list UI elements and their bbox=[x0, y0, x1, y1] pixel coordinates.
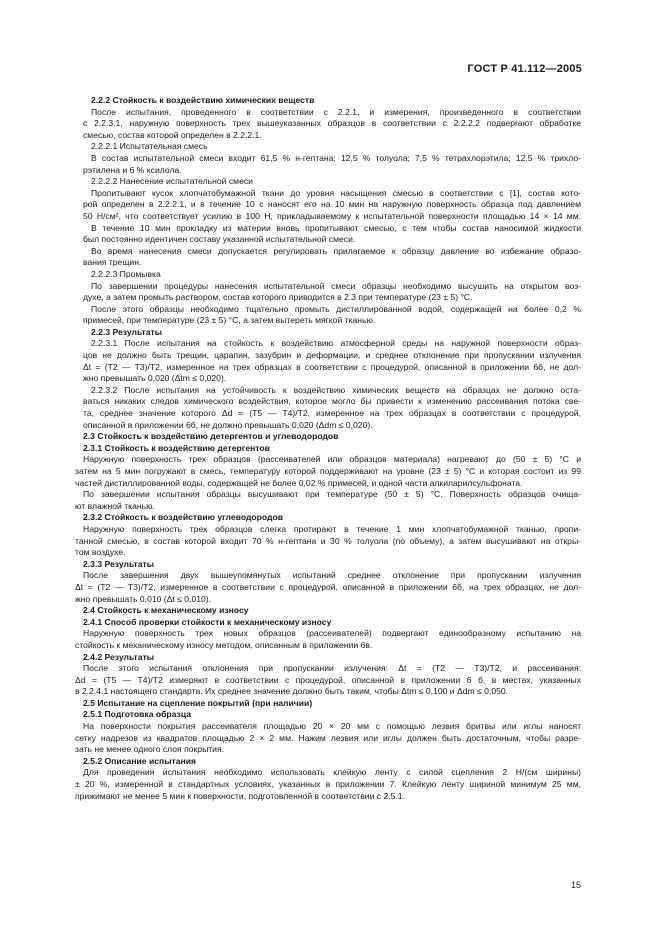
text-line: Наружную поверхность трех образцов (рассеивателей или образцов материала) нагревают до (50 ± 5) °С и bbox=[83, 454, 581, 465]
text-line: жно превышать 0,020 (Δtm ≤ 0,020). bbox=[83, 373, 227, 384]
text-line: стойкость к механическому износу методом, описанным в приложении 6в. bbox=[75, 639, 373, 650]
text-line: 2.2.2.3 Промывка bbox=[91, 268, 161, 279]
text-line: затем на 5 мин погружают в смесь, температуру которой поддерживают на уровне (23 ± 5) °С и которая состоит из 99 bbox=[75, 466, 581, 476]
text-line: Δd = (T5 — T4)/T2 измеряют в соответствии с процедурой, описанной в приложении 6 б, в местах, указанных bbox=[75, 674, 581, 685]
text-line: После испытания, проведенного в соответствии с 2.2.1, и измерения, произведенного в соответствии bbox=[91, 106, 581, 117]
text-line: ют влажной тканью. bbox=[75, 500, 155, 511]
text-line: На поверхности покрытия рассеивателя площадью 20 × 20 мм с помощью лезвия бритвы или иглы наносят bbox=[83, 721, 581, 732]
text-line: жно превышать 0,010 (Δt ≤ 0,010). bbox=[75, 593, 212, 604]
text-line: 2.2.3.2 После испытания на устойчивость к воздействию химических веществ на образцах не должно оста- bbox=[91, 384, 581, 395]
text-line: В состав испытательной смеси входит 61,5 % н-гептана; 12,5 % толуола; 7,5 % тетрахлорэтила; 12,5 % трихло- bbox=[91, 152, 581, 163]
text-line: был постоянно идентичен составу указанной испытательной смеси. bbox=[83, 234, 356, 245]
text-line: прижимают не менее 5 мин к поверхности, подготовленной в соответствии с 2.5.1. bbox=[75, 790, 405, 801]
text-line: та, среднее значение которого Δd = (T5 — T4)/T2, измеренное на трех образцах в соответствии с процедурой, bbox=[83, 408, 581, 419]
text-line: рэтилена и 6 % ксилола. bbox=[83, 164, 182, 175]
text-line: После этого образцы необходимо тщательно промыть дистиллированной водой, содержащей на более 0,2 % bbox=[91, 303, 581, 314]
text-line: сетку надрезов из квадратов площадью 2 × 2 мм. Нажим лезвия или иглы должен быть достаточным, чтобы разре- bbox=[75, 732, 581, 743]
text-line: цов не должно быть трещин, царапин, зазубрин и деформации, и среднее отклонение при пропускании излучения bbox=[83, 350, 581, 361]
document-body bbox=[75, 95, 581, 802]
section-heading: 2.4.2 Результаты bbox=[83, 651, 155, 662]
section-heading: 2.2.2 Стойкость к воздействию химических веществ bbox=[91, 95, 315, 105]
text-line: По завершении процедуры нанесения испытательной смеси образцы необходимо высушить на открытом воз- bbox=[91, 280, 581, 291]
text-line: После этого испытания отклонения при пропускании излучения: Δt = (T2 — T3)/T2, и рассеивания: bbox=[83, 663, 581, 674]
section-heading: 2.4.1 Способ проверки стойкости к механическому износу bbox=[83, 616, 332, 627]
text-line: частей дистиллированной воды, содержащей не более 0,02 % примесей, и одной части алкиларилсульфоната. bbox=[75, 477, 523, 488]
text-line: описанной в приложении 6б, не должно превышать 0,020 (Δdm ≤ 0,020). bbox=[83, 419, 373, 430]
text-line: ваться никаких следов химического воздействия, которое могло бы привести к изменению рассеивания потока све- bbox=[83, 396, 581, 407]
section-heading: 2.3 Стойкость к воздействию детергентов и углеводородов bbox=[83, 431, 339, 442]
text-line: танной смесью, в состав которой входит 70 % н-гептана и 30 % толуола (по объему), а затем высушивают на откры- bbox=[75, 535, 581, 546]
text-line: зать не менее одного слоя покрытия. bbox=[75, 744, 225, 755]
section-heading: 2.3.1 Стойкость к воздействию детергентов bbox=[83, 442, 270, 453]
text-line: смесью, состав которой определен в 2.2.2.1. bbox=[83, 129, 262, 140]
text-line: 2.2.2.1 Испытательная смесь bbox=[91, 141, 208, 152]
section-heading: 2.3.3 Результаты bbox=[83, 558, 155, 569]
text-line: примесей, при температуре (23 ± 5) °С, а затем вытереть мягкой тканью. bbox=[83, 315, 376, 326]
text-line: рой определен в 2.2.2.1, и в течение 10 с наносят его на 10 мин на наружную поверхность образца под давлением bbox=[83, 199, 581, 210]
text-line: Наружную поверхность трех образцов слегка протирают в течение 1 мин хлопчатобумажной тканью, пропи- bbox=[83, 523, 581, 534]
section-heading: 2.5 Испытание на сцепление покрытий (при наличии) bbox=[83, 697, 313, 708]
section-heading: 2.5.1 Подготовка образца bbox=[83, 709, 191, 720]
text-line: 2.2.3.1 После испытания на стойкость к воздействию атмосферной среды на наружной поверхности образ- bbox=[91, 338, 581, 349]
text-line: Во время нанесения смеси допускается регулировать прилагаемое к образцу давление во избежание образо- bbox=[91, 245, 581, 256]
text-line: с 2.2.3.1, наружную поверхность трех вышеуказанных образцов в соответствии с 2.2.2.2 подвергают обработке bbox=[83, 118, 581, 129]
text-line: 50 Н/см², что соответствует усилию в 100 Н, прикладываемому к испытательной поверхности площадью 14 × 14 мм. bbox=[83, 210, 581, 221]
section-heading: 2.4 Стойкость к механическому износу bbox=[83, 605, 249, 616]
text-line: После завершения двух вышеупомянутых испытаний среднее отклонение при пропускании излучения bbox=[83, 570, 581, 581]
text-line: Для проведения испытания необходимо использовать клейкую ленту с силой сцепления 2 Н/(см ширины) bbox=[83, 767, 581, 778]
section-heading: 2.3.2 Стойкость к воздействию углеводородов bbox=[83, 512, 284, 523]
text-line: В течение 10 мин прокладку из материи вновь пропитывают смесью, с тем чтобы состав наносимой жидкости bbox=[91, 222, 581, 233]
text-line: вания трещин. bbox=[83, 257, 142, 268]
text-line: ± 20 %, измеренной в стандартных условиях, указанных в приложении 7. Клейкую ленту шириной минимум 25 мм, bbox=[75, 779, 581, 790]
text-line: Δt = (T2 — T3)/T2, измеренное на трех образцах в соответствии с процедурой, описанной в приложении 6б, не дол- bbox=[83, 361, 581, 372]
document-header: ГОСТ Р 41.112—2005 bbox=[467, 63, 582, 75]
text-line: духе, а затем промыть раствором, состав которого приводится в 2.3 при температуре (23 ± 5) °С. bbox=[83, 292, 473, 303]
text-line: По завершении испытания образцы высушивают при температуре (50 ± 5) °С. Поверхность образцов очища- bbox=[83, 489, 581, 500]
section-heading: 2.5.2 Описание испытания bbox=[83, 755, 197, 766]
section-heading: 2.2.3 Результаты bbox=[91, 326, 163, 337]
text-line: Наружную поверхность трех новых образцов (рассеивателей) подвергают единообразному испытанию на bbox=[83, 628, 581, 639]
text-line: в 2.2.4.1 настоящего стандарта. Их среднее значение должно быть таким, чтобы Δtm ≤ 0,100 и Δdm ≤ 0,050. bbox=[75, 686, 509, 697]
text-line: Δt = (T2 — T3)/T2, измеренное в соответствии с процедурой, описанной в приложении 6б, на трех образцах, не дол- bbox=[75, 581, 581, 592]
text-line: том воздухе. bbox=[75, 547, 126, 558]
page-number: 15 bbox=[570, 880, 581, 890]
text-line: Пропитывают кусок хлопчатобумажной ткани до уровня насыщения смесью в соответствии с [1], состав кото- bbox=[91, 187, 581, 198]
text-line: 2.2.2.2 Нанесение испытательной смеси bbox=[91, 176, 253, 187]
